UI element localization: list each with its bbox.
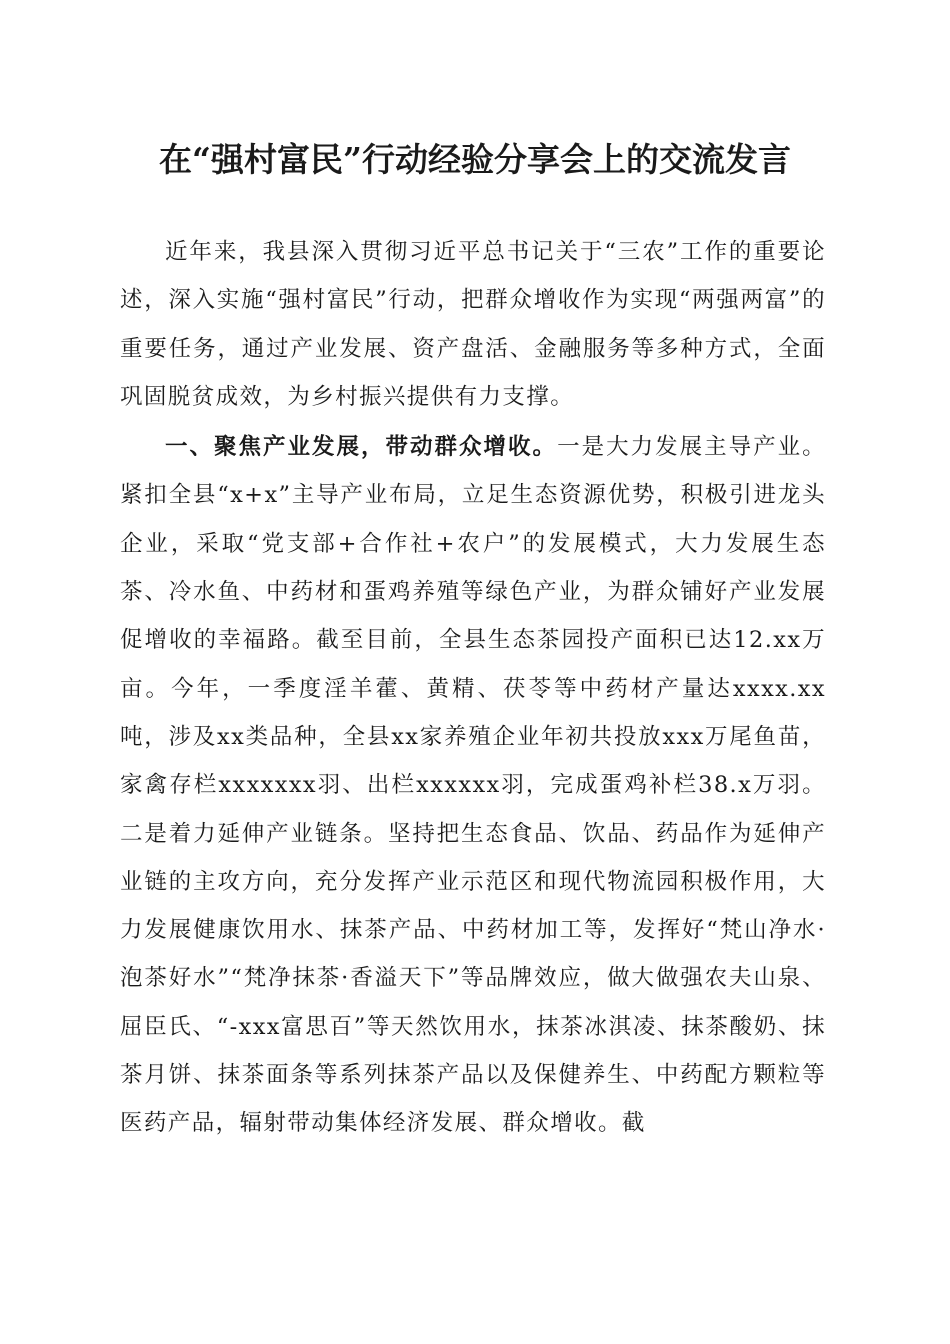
document-title: 在“强村富民”行动经验分享会上的交流发言 (159, 140, 791, 179)
intro-paragraph (120, 228, 826, 421)
intro-paragraph-text: 近年来，我县深入贯彻习近平总书记关于“三农”工作的重要论述，深入实施“强村富民”行动，把群众增收作为实现“两强两富”的重要任务，通过产业发展、资产盘活、金融服务等多种方式，全面巩固脱贫成效，为乡村振兴提供有力支撑。 (120, 239, 826, 410)
section-one-paragraph (120, 423, 826, 1147)
document-body (120, 228, 826, 1148)
section-one-heading: 一、聚焦产业发展，带动群众增收。 (165, 434, 558, 461)
section-one-text: 一是大力发展主导产业。紧扣全县“x+x”主导产业布局，立足生态资源优势，积极引进龙头企业，采取“党支部+合作社+农户”的发展模式，大力发展生态茶、冷水鱼、中药材和蛋鸡养殖等绿色产业，为群众铺好产业发展促增收的幸福路。截至目前，全县生态茶园投产面积已达12.xx万亩。今年，一季度淫羊藿、黄精、茯苓等中药材产量达xxxx.xx吨，涉及xx类品种，全县xx家养殖企业年初共投放xxx万尾鱼苗，家禽存栏xxxxxxx羽、出栏xxxxxx羽，完成蛋鸡补栏38.x万羽。二是着力延伸产业链条。坚持把生态食品、饮品、药品作为延伸产业链的主攻方向，充分发挥产业示范区和现代物流园积极作用，大力发展健康饮用水、抹茶产品、中药材加工等，发挥好“梵山净水·泡茶好水”“梵净抹茶·香溢天下”等品牌效应，做大做强农夫山泉、屈臣氏、“-xxx富思百”等天然饮用水，抹茶冰淇凌、抹茶酸奶、抹茶月饼、抹茶面条等系列抹茶产品以及保健养生、中药配方颗粒等医药产品，辐射带动集体经济发展、群众增收。截 (120, 434, 826, 1137)
